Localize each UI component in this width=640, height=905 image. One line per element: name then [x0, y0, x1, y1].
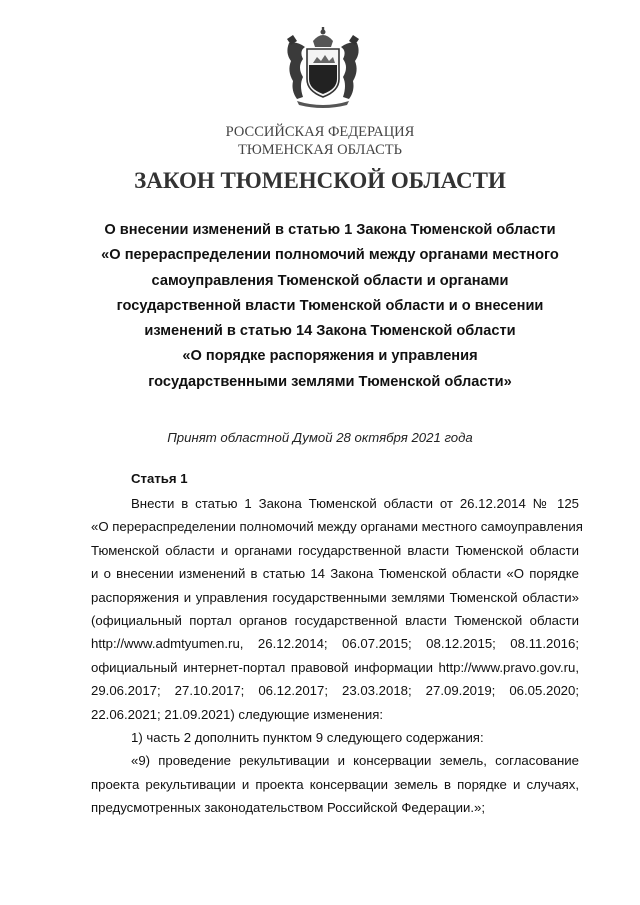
title-line: государственными землями Тюменской области» [148, 373, 512, 390]
text-line: и о внесении изменений в статью 14 Закона Тюменской области «О порядке [91, 566, 579, 582]
law-title [70, 218, 590, 395]
law-heading: ЗАКОН ТЮМЕНСКОЙ ОБЛАСТИ [134, 168, 506, 193]
country-heading: РОССИЙСКАЯ ФЕДЕРАЦИЯ [225, 124, 415, 140]
text-line: официальный интернет-портал правовой информации http://www.pravo.gov.ru, [91, 659, 579, 675]
title-line: самоуправления Тюменской области и органами [151, 272, 509, 289]
region-heading: ТЮМЕНСКАЯ ОБЛАСТЬ [238, 142, 402, 158]
adoption-note: Принят областной Думой 28 октября 2021 года [167, 430, 473, 445]
text-line: предусмотренных законодательством Российской Федерации.»; [91, 800, 486, 816]
title-line: государственной власти Тюменской области и о внесении [116, 297, 544, 314]
text-line: проекта рекультивации и проекта консервации земель в порядке и случаях, [91, 776, 579, 792]
title-line: «О перераспределении полномочий между органами местного [101, 247, 559, 264]
text-line: http://www.admtyumen.ru, 26.12.2014; 06.07.2015; 08.12.2015; 08.11.2016; [91, 636, 579, 652]
text-line: 22.06.2021; 21.09.2021) следующие изменения: [91, 706, 383, 722]
text-line: 29.06.2017; 27.10.2017; 06.12.2017; 23.03.2018; 27.09.2019; 06.05.2020; [91, 683, 579, 699]
item-1: 1) часть 2 дополнить пунктом 9 следующего содержания: [131, 730, 484, 746]
text-line: Тюменской области и органами государственной власти Тюменской области [91, 542, 579, 558]
paragraph-item-9 [91, 749, 579, 819]
text-line: (официальный портал органов государственной власти Тюменской области [91, 613, 579, 629]
text-line: «О перераспределении полномочий между органами местного самоуправления [91, 519, 583, 535]
paragraph-main [91, 492, 583, 726]
title-line: «О порядке распоряжения и управления [182, 348, 478, 365]
coat-of-arms-icon [283, 27, 363, 109]
article-body [91, 492, 583, 820]
text-line: распоряжения и управления государственными землями Тюменской области» [91, 589, 579, 605]
text-line: Внести в статью 1 Закона Тюменской области от 26.12.2014 № 125 [131, 496, 579, 511]
text-line: «9) проведение рекультивации и консервации земель, согласование [131, 753, 579, 769]
title-line: О внесении изменений в статью 1 Закона Тюменской области [104, 222, 556, 238]
title-line: изменений в статью 14 Закона Тюменской области [144, 323, 516, 340]
article-title: Статья 1 [131, 471, 188, 486]
